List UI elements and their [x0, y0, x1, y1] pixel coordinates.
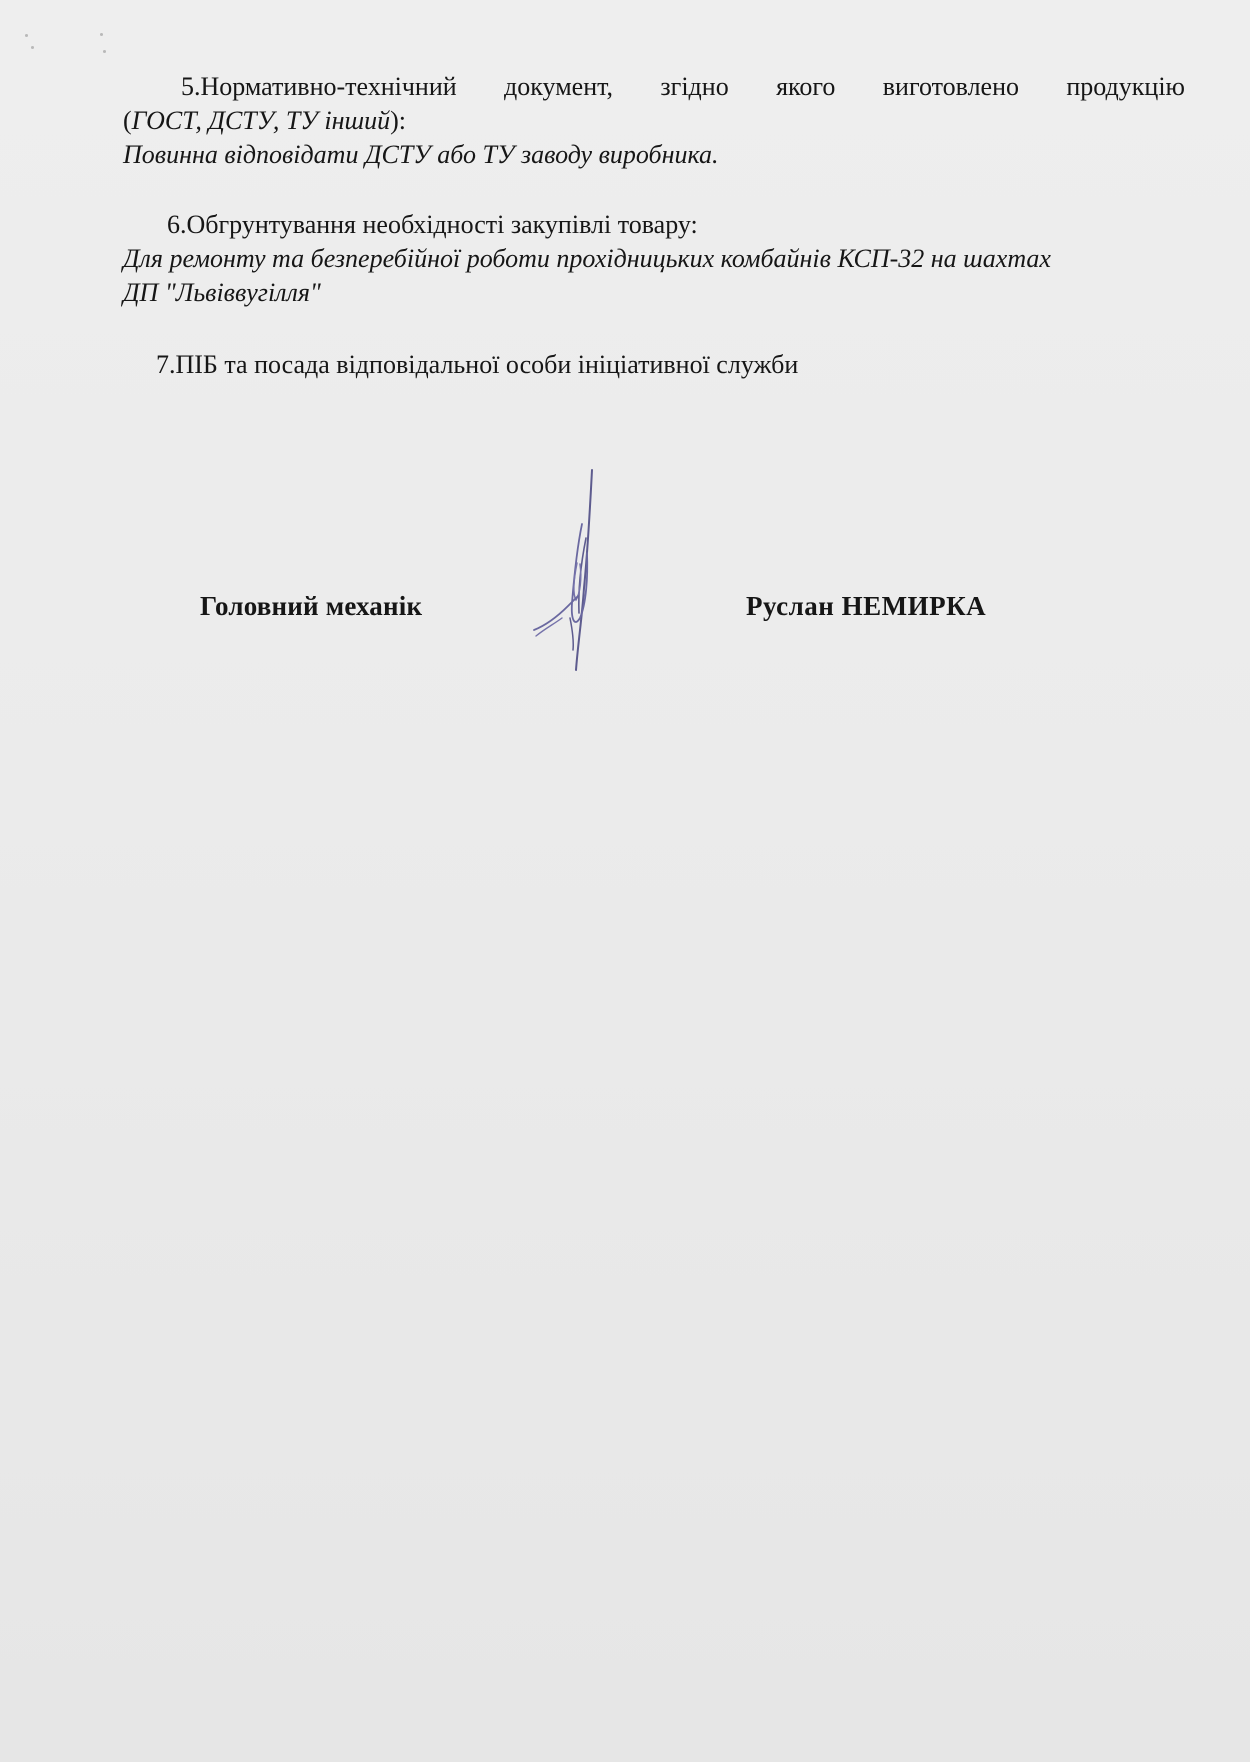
section-6-answer-line-2: ДП "Львіввугілля" [123, 278, 321, 307]
section-6-heading: 6.Обгрунтування необхідності закупівлі товару: [167, 210, 698, 239]
section-5-heading [123, 70, 1185, 104]
close-paren: ): [390, 106, 407, 135]
section-5-standards [123, 104, 1185, 138]
standards-list: ГОСТ, ДСТУ, ТУ інший [131, 106, 391, 135]
signatory-name: Руслан НЕМИРКА [746, 591, 987, 621]
heading-word: якого [776, 72, 836, 101]
heading-word: 5.Нормативно-технічний [181, 72, 457, 101]
heading-word: виготовлено [882, 72, 1019, 101]
heading-word: згідно [660, 72, 729, 101]
spacer [123, 310, 1185, 348]
signatory-position: Головний механік [200, 591, 423, 621]
heading-word: продукцію [1066, 72, 1185, 101]
handwritten-signature [532, 468, 602, 674]
scan-speck [31, 46, 34, 49]
section-5-answer: Повинна відповідати ДСТУ або ТУ заводу виробника. [123, 140, 719, 169]
section-7-heading: 7.ПІБ та посада відповідальної особи ініціативної служби [156, 350, 799, 379]
open-paren: ( [123, 106, 132, 135]
scan-speck [103, 50, 106, 53]
scan-speck [25, 34, 28, 37]
scan-speck [100, 33, 103, 36]
spacer [123, 172, 1185, 208]
section-6-answer-line-1: Для ремонту та безперебійної роботи прохідницьких комбайнів КСП-32 на шахтах [123, 244, 1051, 273]
document-body [123, 70, 1185, 382]
heading-word: документ, [504, 72, 614, 101]
